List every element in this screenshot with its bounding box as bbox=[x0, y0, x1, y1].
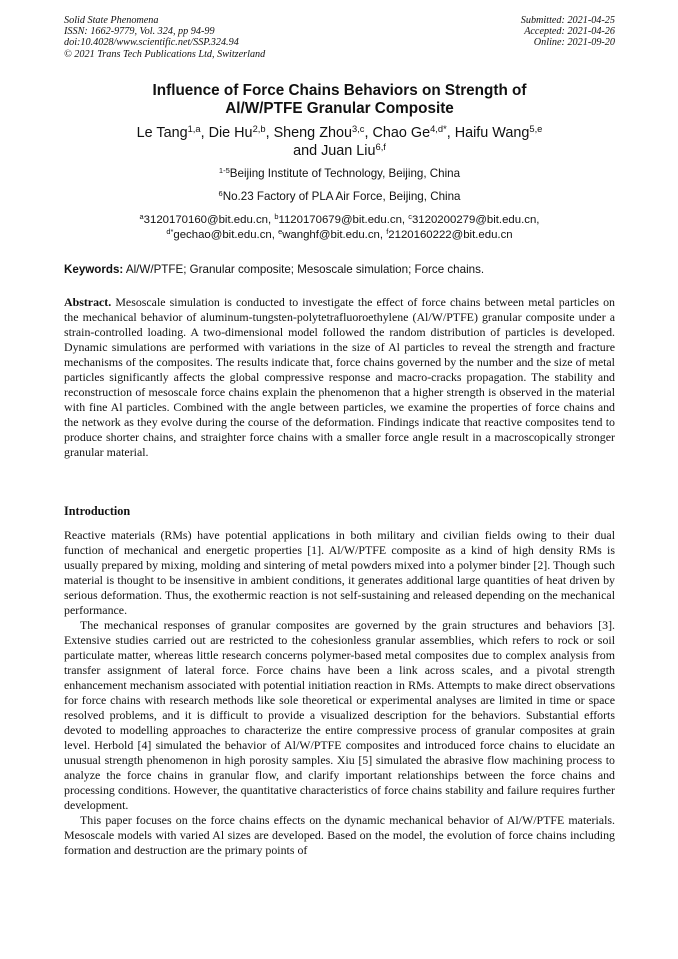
copyright: © 2021 Trans Tech Publications Ltd, Switzerland bbox=[64, 48, 266, 60]
author-affiliation-mark: 1,a bbox=[187, 123, 201, 134]
author-list bbox=[64, 124, 615, 160]
author-line-1: Le Tang$^{1,a}$, Die Hu$^{2,b}$, Sheng Zhou$^{3,c}$, Chao $Ge^{4,d*}$, Haifu Wang$^{5,e}$ bbox=[136, 123, 543, 141]
author-conjunction: and bbox=[293, 143, 318, 159]
email-address: 3120200279@bit.edu.cn bbox=[411, 214, 537, 226]
section-heading-introduction: Introduction bbox=[64, 504, 131, 518]
email-mark: a bbox=[139, 211, 144, 221]
introduction-body bbox=[64, 528, 615, 858]
email-mark: c bbox=[408, 211, 412, 221]
issn: ISSN: 1662-9779, Vol. 324, pp 94-99 bbox=[64, 26, 215, 38]
keywords-text: Al/W/PTFE; Granular composite; Mesoscale simulation; Force chains. bbox=[125, 263, 485, 276]
email-mark: b bbox=[274, 211, 279, 221]
email-line-1: $^a$3120170160@bit.edu.cn, $^b$1120170679@bit.edu.cn, $^c$3120200279@bit.edu.cn, bbox=[139, 211, 540, 226]
author-name: Le Tang bbox=[136, 125, 188, 141]
email-address: gechao@bit.edu.cn bbox=[173, 229, 272, 241]
journal-header-left bbox=[64, 15, 265, 60]
keywords-label: Keywords: bbox=[64, 263, 124, 276]
body-paragraph: The mechanical responses of granular composites are governed by the grain structures and behaviors [3]. Extensive studies carried out are restricted to the cohesionless granular assemblies, which refers to rock or soil particulate matter, whereas little research concerns polymer-based metal composites due to complex analysis from transfer assignment of lateral force. Force chains have been a link across scales, and a pivotal strength enhancement mechanism associated with potential initiation reaction in RMs. Attempts to make direct observations for force chains with research methods like sole theoretical or experimental analyses are limited in time or space resolved problems, and it is difficult to provide a visualized description for the behaviors. Substantial efforts devoted to modelling approaches to characterize the entire compressive process of granular composites at grain level. Herbold [4] simulated the behavior of Al/W/PTFE composites and introduced force chains to elucidate an unusual strength phenomenon in high porosity samples. Xiu [5] simulated the abrasive flow machining process to analyze the force chains in granular flow, and clarify important relationships between the force chains and processing conditions. However, the quantitative characteristics of force chains stability and failure requires further development. bbox=[64, 618, 615, 812]
author-name: Juan Liu bbox=[321, 143, 376, 159]
keywords bbox=[64, 263, 615, 276]
author-name: Chao Ge bbox=[372, 125, 431, 141]
affiliation bbox=[64, 167, 615, 180]
author-affiliation-mark: 2,b bbox=[252, 123, 266, 134]
submitted-date: Submitted: 2021-04-25 bbox=[520, 15, 615, 26]
doi: doi:10.4028/www.scientific.net/SSP.324.94 bbox=[64, 37, 239, 49]
author-name: Sheng Zhou bbox=[273, 125, 352, 141]
affiliation-mark: 1-5 bbox=[218, 165, 230, 175]
title-line-1: Influence of Force Chains Behaviors on Strength of bbox=[152, 82, 527, 99]
title-line-2: Al/W/PTFE Granular Composite bbox=[225, 100, 454, 117]
email-mark: d* bbox=[166, 226, 174, 236]
journal-header-right bbox=[521, 15, 615, 49]
email-mark: e bbox=[278, 226, 283, 236]
affiliation-text: No.23 Factory of PLA Air Force, Beijing, China bbox=[222, 190, 461, 203]
journal-name: Solid State Phenomena bbox=[64, 15, 159, 26]
paper-title bbox=[64, 82, 615, 118]
body-paragraph: Reactive materials (RMs) have potential applications in both military and civilian fields owing to their dual function of mechanical and energetic properties [1]. Al/W/PTFE composite as a kind of high density RMs is usually prepared by mixing, molding and sintering of metal powders mixed into a polymer binder [2]. Though such material is thought to be insensitive in ambient conditions, it generates additional large quantities of heat driven by serious deformation. Thus, the exothermic reaction is not self-sustaining and released depending on the mechanical performance. bbox=[64, 528, 615, 617]
body-paragraph: This paper focuses on the force chains effects on the dynamic mechanical behavior of Al/W/PTFE materials. Mesoscale models with varied Al sizes are developed. Based on the model, the evolution of force chains including formation and destruction are the primary points of bbox=[64, 813, 615, 857]
accepted-date: Accepted: 2021-04-26 bbox=[524, 26, 615, 38]
email-mark: f bbox=[386, 226, 389, 236]
email-address: 2120160222@bit.edu.cn bbox=[388, 229, 513, 241]
email-address: wanghf@bit.edu.cn bbox=[282, 229, 380, 241]
author-affiliation-mark: 5,e bbox=[529, 123, 543, 134]
author-line-2 bbox=[64, 142, 615, 160]
email-line-2: $^{d*}$gechao@bit.edu.cn, $^e$wanghf@bit.edu.cn, $^f$2120160222@bit.edu.cn bbox=[166, 226, 513, 241]
affiliation-mark: 6 bbox=[218, 188, 223, 198]
author-name: Die Hu bbox=[208, 125, 253, 141]
abstract-label: Abstract. bbox=[64, 295, 112, 309]
email-address: 1120170679@bit.edu.cn bbox=[278, 214, 402, 226]
affiliation-text: Beijing Institute of Technology, Beijing, China bbox=[229, 167, 461, 180]
affiliation bbox=[64, 190, 615, 203]
online-date: Online: 2021-09-20 bbox=[533, 37, 615, 49]
author-affiliation-mark: 4,d* bbox=[430, 123, 447, 134]
author-affiliation-mark: 3,c bbox=[352, 123, 365, 134]
email-address: 3120170160@bit.edu.cn bbox=[143, 214, 268, 226]
email-list bbox=[64, 213, 615, 243]
author-name: Haifu Wang bbox=[454, 125, 530, 141]
author-affiliation-mark: 6,f bbox=[375, 141, 386, 152]
abstract bbox=[64, 295, 615, 460]
abstract-text: Mesoscale simulation is conducted to investigate the effect of force chains between metal particles on the mechanical behavior of aluminum-tungsten-polytetrafluoroethylene (Al/W/PTFE) granular composite under a strain-controlled loading. A two-dimensional model followed the random distribution of particles is developed. Dynamic simulations are performed with variations in the size of Al particles to reveal the strength and fracture mechanisms of the composites. The results indicate that, force chains governed by the number and the size of metal particles significantly affects the global compressive response and macro-cracks propagation. The stability and reconstruction of mesoscale force chains explain the phenomenon that a higher strength is observed in the material with fine Al particles. Combined with the angle between particles, we examine the properties of force chains and the network as they evolve during the course of the deformation. Findings indicate that reactive composites tend to produce shorter chains, and straighter force chains with a smaller force angle result in a macroscopically stronger granular material. bbox=[64, 295, 615, 459]
